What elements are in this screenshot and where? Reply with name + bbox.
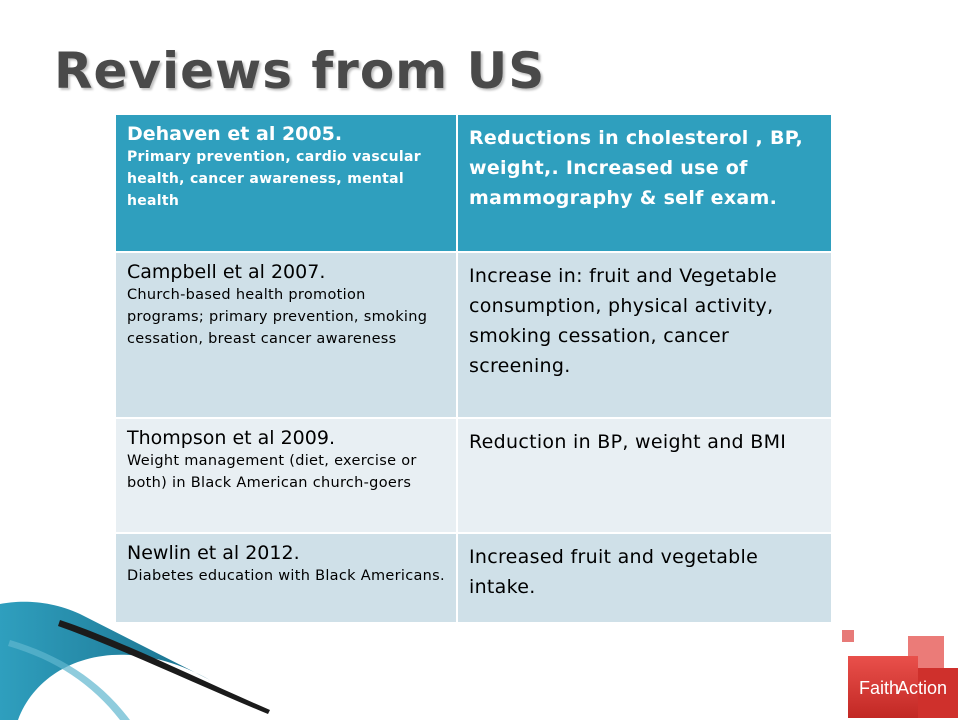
study-description: Weight management (diet, exercise or both) in Black American church-goers (127, 453, 417, 491)
reviews-table (116, 115, 833, 624)
table-row (116, 418, 832, 533)
slide-title: Reviews from US (54, 42, 546, 100)
table-row (116, 252, 832, 418)
study-description: Diabetes education with Black Americans. (127, 568, 445, 584)
study-name: Thompson et al 2009. (127, 427, 335, 449)
outcome-cell (457, 418, 832, 533)
outcome-cell (457, 252, 832, 418)
study-name: Dehaven et al 2005. (127, 123, 343, 145)
outcome-cell (457, 115, 832, 252)
study-outcome: Reduction in BP, weight and BMI (469, 431, 787, 453)
logo-text-faith: Faith (859, 678, 900, 698)
faithaction-logo (838, 628, 958, 720)
study-outcome: Increased fruit and vegetable intake. (469, 546, 759, 598)
study-name: Campbell et al 2007. (127, 261, 326, 283)
study-description: Church-based health promotion programs; primary prevention, smoking cessation, breast cancer awareness (127, 287, 428, 347)
study-name: Newlin et al 2012. (127, 542, 300, 564)
logo-square-small (842, 630, 854, 642)
outcome-cell (457, 533, 832, 623)
logo-text-action: Action (897, 678, 948, 698)
table-row (116, 115, 832, 252)
study-cell (116, 418, 457, 533)
decorative-swoosh (0, 600, 330, 720)
study-outcome: Reductions in cholesterol , BP, weight,. Increased use of mammography & self exam. (469, 127, 803, 209)
study-cell (116, 252, 457, 418)
swoosh-black (58, 620, 270, 714)
study-cell (116, 115, 457, 252)
study-outcome: Increase in: fruit and Vegetable consumption, physical activity, smoking cessation, cancer screening. (469, 265, 777, 377)
study-description: Primary prevention, cardio vascular health, cancer awareness, mental health (127, 149, 421, 209)
